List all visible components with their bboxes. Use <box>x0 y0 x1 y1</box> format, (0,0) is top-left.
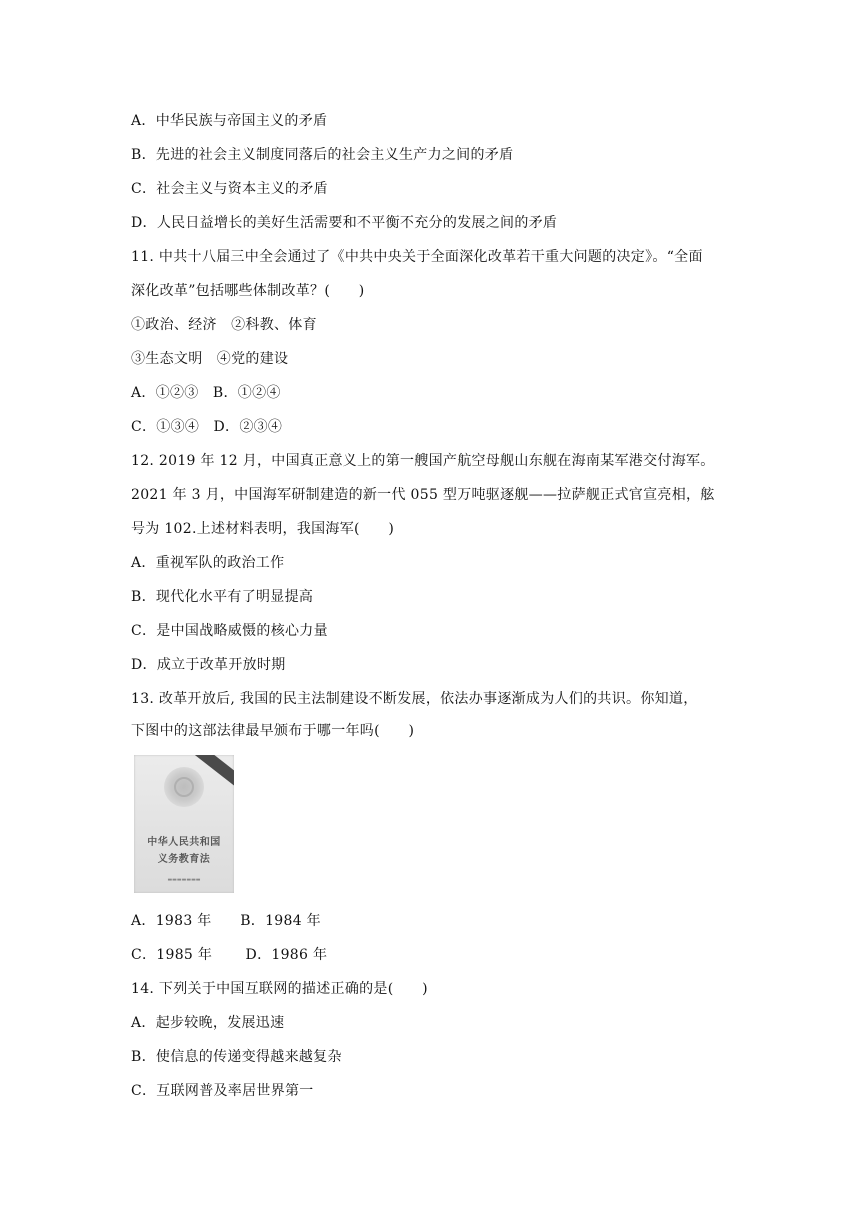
q12-stem-line3: 号为 102.上述材料表明，我国海军( ) <box>131 521 395 537</box>
law-book-cover-image <box>134 755 234 893</box>
q11-options-cd: C．①③④ D．②③④ <box>131 419 283 435</box>
q11-items-line1: ①政治、经济 ②科教、体育 <box>131 317 317 333</box>
book-title-line2: 义务教育法 <box>157 854 211 865</box>
q13-options-ab: A．1983 年 B．1984 年 <box>131 913 321 929</box>
q10-option-c: C．社会主义与资本主义的矛盾 <box>131 181 328 197</box>
q12-option-b: B．现代化水平有了明显提高 <box>131 589 314 605</box>
q13-stem-line1: 13. 改革开放后, 我国的民主法制建设不断发展，依法办事逐渐成为人们的共识。你知道， <box>131 691 698 707</box>
q11-items-line2: ③生态文明 ④党的建设 <box>131 351 289 367</box>
book-title-line1: 中华人民共和国 <box>147 837 221 848</box>
q12-stem-line2: 2021 年 3 月，中国海军研制建造的新一代 055 型万吨驱逐舰——拉萨舰正式官宣亮相，舷 <box>131 487 715 503</box>
q10-option-a: A．中华民族与帝国主义的矛盾 <box>131 113 328 129</box>
q14-option-c: C．互联网普及率居世界第一 <box>131 1083 314 1099</box>
q13-stem-line2: 下图中的这部法律最早颁布于哪一年吗( ) <box>131 723 415 739</box>
q12-option-d: D．成立于改革开放时期 <box>131 657 286 673</box>
q14-option-a: A．起步较晚，发展迅速 <box>131 1015 285 1031</box>
q11-stem-line1: 11. 中共十八届三中全会通过了《中共中央关于全面深化改革若干重大问题的决定》。“全面 <box>131 249 703 265</box>
q11-stem-line2: 深化改革”包括哪些体制改革？( ) <box>131 283 365 299</box>
q10-option-d: D．人民日益增长的美好生活需要和不平衡不充分的发展之间的矛盾 <box>131 215 558 231</box>
national-emblem-icon <box>164 767 204 807</box>
q14-option-b: B．使信息的传递变得越来越复杂 <box>131 1049 342 1065</box>
q12-stem-line1: 12. 2019 年 12 月，中国真正意义上的第一艘国产航空母舰山东舰在海南某军港交付海军。 <box>131 453 715 469</box>
q11-options-ab: A．①②③ B．①②④ <box>131 385 281 401</box>
q10-option-b: B．先进的社会主义制度同落后的社会主义生产力之间的矛盾 <box>131 147 514 163</box>
q14-stem: 14. 下列关于中国互联网的描述正确的是( ) <box>131 981 428 997</box>
book-publisher-mark: ▬▬▬▬▬▬▬ <box>167 877 201 883</box>
q12-option-a: A．重视军队的政治工作 <box>131 555 285 571</box>
q12-option-c: C．是中国战略威慑的核心力量 <box>131 623 328 639</box>
q13-options-cd: C．1985 年 D．1986 年 <box>131 947 328 963</box>
